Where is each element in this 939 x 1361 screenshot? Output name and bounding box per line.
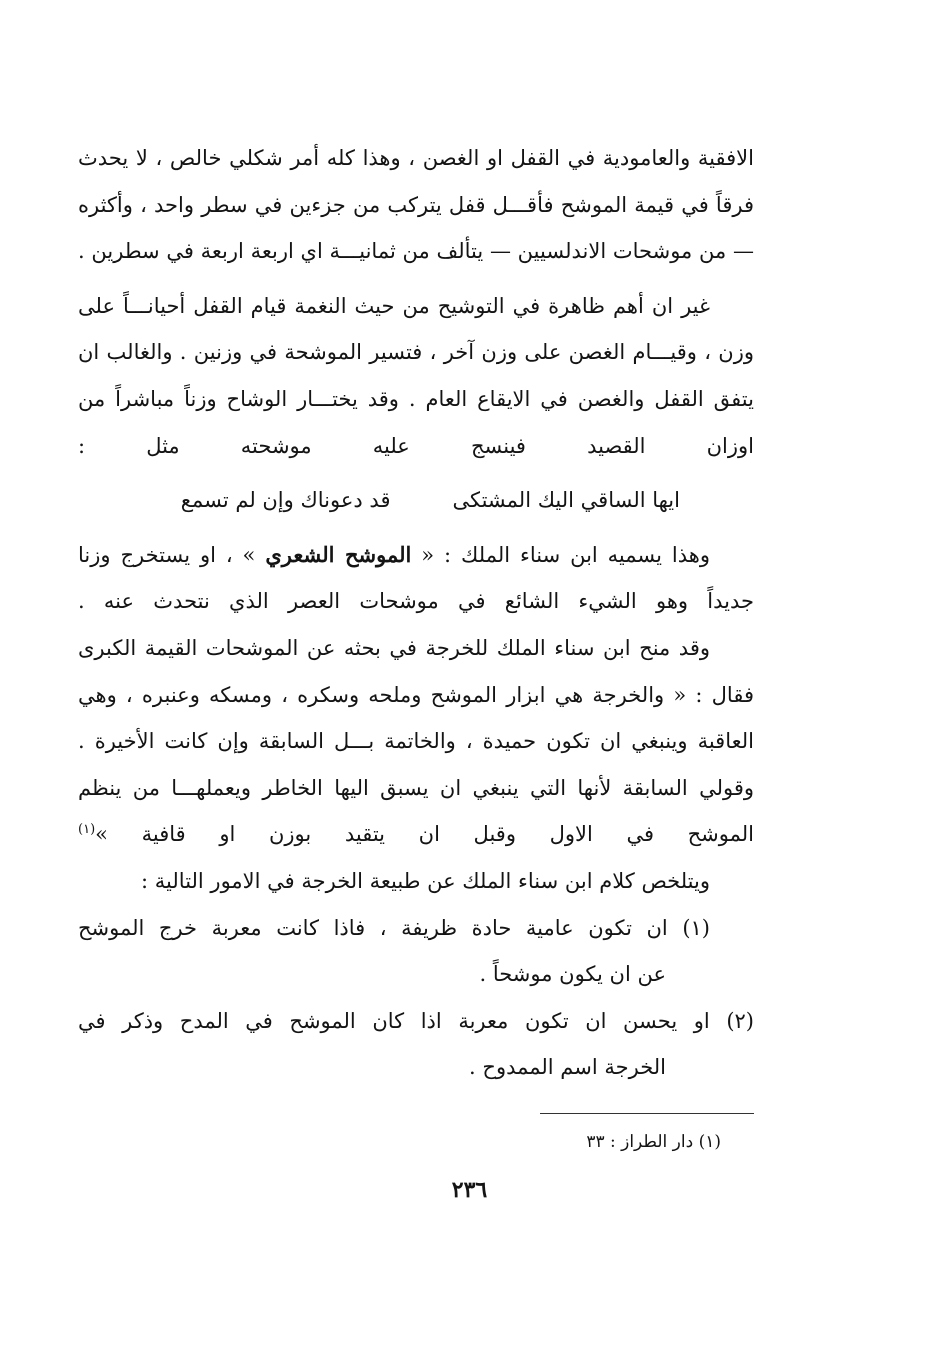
footnote-reference[interactable]: (١)	[78, 822, 96, 838]
verse-first-hemistich: ايها الساقي اليك المشتكى	[452, 488, 680, 513]
paragraph-line: من ينظم الموشح في الاول وقبل ان يتقيد بوزن او قافية »	[78, 775, 754, 847]
list-item-continuation	[78, 951, 754, 998]
paragraph-line: على وزن ، وقيـــام الغصن على وزن آخر ، فتسير الموشحة في وزنين .	[78, 293, 754, 365]
paragraph-line: غير ان أهم ظاهرة في التوشيح من حيث النغمة قيام القفل أحيانـــاً	[123, 293, 710, 318]
list-item	[78, 998, 754, 1045]
footnote: (١) دار الطراز : ٣٣	[586, 1132, 721, 1152]
paragraph-line: واحد ، وأكثره — من موشحات الاندلسيين — يتألف من ثمانيـــة اي	[78, 192, 754, 264]
body-text	[78, 135, 754, 1091]
list-marker: (١)	[682, 915, 710, 940]
paragraph-line: » ، او يستخرج	[120, 542, 256, 567]
paragraph-line: وقد منح ابن سناء الملك للخرجة في بحثه عن الموشحات القيمة الكبرى	[78, 635, 710, 660]
paragraph-line: وزنا جديداً وهو الشيء الشائع في موشحات العصر الذي نتحدث عنه .	[78, 542, 754, 614]
list-marker: (٢)	[726, 1008, 754, 1033]
paragraph-2	[78, 283, 754, 469]
footnote-divider	[540, 1113, 754, 1114]
paragraph-1	[78, 135, 754, 275]
paragraph-3	[78, 532, 754, 625]
paragraph-line: لا يحدث فرقاً في قيمة الموشح فأقـــل قفل يتركب من جزءين في سطر	[78, 146, 754, 217]
list-item-line: او يحسن ان تكون معربة اذا كان الموشح في المدح وذكر في	[78, 1008, 710, 1033]
paragraph-line: الافقية والعامودية في القفل او الغصن ، وهذا كله أمر شكلي خالص ،	[155, 146, 754, 170]
list-item-line: عن ان يكون موشحاً .	[479, 962, 666, 987]
paragraph-line: اربعة اربعة في سطرين .	[78, 239, 294, 264]
paragraph-5	[78, 858, 754, 905]
list-item-line: ان تكون عامية حادة ظريفة ، فاذا كانت معربة خرج الموشح	[78, 915, 668, 940]
verse-second-hemistich: قد دعوناك وإن لم تسمع	[180, 488, 391, 513]
poetry-verse	[78, 477, 754, 524]
paragraph-4	[78, 625, 754, 858]
bold-term: الموشح الشعري	[265, 541, 412, 567]
paragraph-line: والغالب ان يتفق القفل والغصن في الايقاع العام . وقد يختـــار الوشاح	[78, 340, 754, 411]
paragraph-line: وهي العاقبة وينبغي ان تكون حميدة ، والخاتمة بـــل السابقة وإن كانت	[78, 682, 754, 754]
paragraph-line: الأخيرة . وقولي السابقة لأنها التي ينبغي ان يسبق اليها الخاطر ويعملهـــا	[78, 729, 754, 800]
list-item-continuation	[78, 1044, 754, 1091]
page-number: ٢٣٦	[451, 1177, 488, 1203]
list-item-line: الخرجة اسم الممدوح .	[469, 1055, 666, 1080]
paragraph-line: وزناً مباشراً من اوزان القصيد فينسج عليه موشحته مثل :	[78, 386, 754, 458]
paragraph-line: ويتلخص كلام ابن سناء الملك عن طبيعة الخرجة في الامور التالية :	[141, 868, 710, 893]
list-item	[78, 905, 754, 952]
paragraph-line: فقال : « والخرجة هي ابزار الموشح وملحه وسكره ، ومسكه وعنبره ،	[125, 682, 754, 707]
paragraph-line: وهذا يسميه ابن سناء الملك : «	[421, 542, 710, 567]
